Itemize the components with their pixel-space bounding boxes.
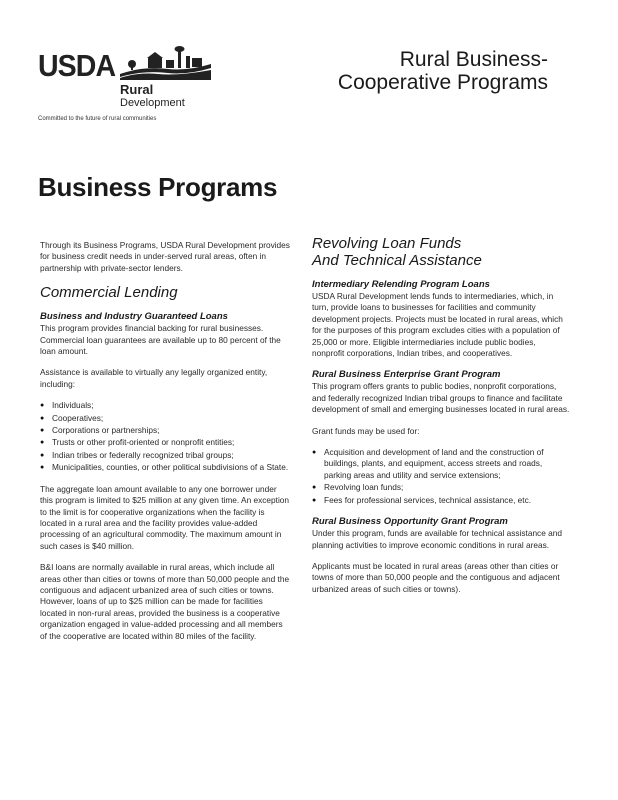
section-heading-line1: Revolving Loan Funds xyxy=(312,235,462,252)
logo-rural-text: Rural xyxy=(120,82,154,97)
logo-development-text: Development xyxy=(120,97,185,109)
assistance-paragraph: Assistance is available to virtually any legally organized entity, including: xyxy=(40,367,268,389)
subheading-bi-loans: Business and Industry Guaranteed Loans xyxy=(40,311,228,323)
right-column xyxy=(312,235,570,605)
list-item: ● Individuals; xyxy=(40,400,290,411)
subheading-rbog: Rural Business Opportunity Grant Program xyxy=(312,516,508,528)
list-item: ● Corporations or partnerships; xyxy=(40,425,290,436)
header-title xyxy=(338,48,548,94)
intro-paragraph: Through its Business Programs, USDA Rural Development provides for business credit needs in under-served rural areas, often in partnership with private-sector lenders. xyxy=(40,240,290,273)
irp-paragraph: USDA Rural Development lends funds to intermediaries, which, in turn, provide loans to businesses for facilities and community development projects. Projects must be located in rural areas, which for the purposes of this program excludes cities with a population of 25,000 or more. Eligible intermediaries include public bodies, nonprofit corporations, Indian tribes, and cooperatives. xyxy=(312,291,563,359)
grant-uses-list xyxy=(312,447,570,506)
rural-landscape-icon xyxy=(118,44,213,84)
usda-rural-development-logo xyxy=(38,44,208,114)
grant-uses-intro: Grant funds may be used for: xyxy=(312,425,420,436)
list-item: ● Cooperatives; xyxy=(40,413,290,424)
section-heading-revolving-loan-funds xyxy=(312,235,570,269)
header-title-line1: Rural Business- xyxy=(399,48,548,71)
subheading-irp-loans: Intermediary Relending Program Loans xyxy=(312,279,490,290)
rbeg-paragraph: This program offers grants to public bodies, nonprofit corporations, and federally recognized Indian tribal groups to finance and facilitate development of small and emerging businesses located in rural areas. xyxy=(312,381,570,415)
list-item: ● Trusts or other profit-oriented or nonprofit entities; xyxy=(40,437,290,448)
list-item: ● Municipalities, counties, or other political subdivisions of a State. xyxy=(40,462,290,473)
list-item: ● Revolving loan funds; xyxy=(312,482,570,493)
logo-usda-text: USDA xyxy=(38,48,116,83)
aggregate-loan-paragraph: The aggregate loan amount available to any one borrower under this program is limited to $25 million at any given time. An exception to the limit is for cooperative organizations when the facility is located in a rural area and the facility provides value-added processing of an agricultural commodity. The maximum amount in such cases is $40 million. xyxy=(40,483,290,551)
page-title: Business Programs xyxy=(38,172,278,202)
list-item: ● Acquisition and development of land and the construction of buildings, plants, and equipment, access streets and roads, parking areas and utility and service extensions; xyxy=(312,447,570,481)
list-item: ● Indian tribes or federally recognized tribal groups; xyxy=(40,450,290,461)
bi-paragraph: This program provides financial backing for rural businesses. Commercial loan guarantees are available up to 80 percent of the loan amount. xyxy=(40,323,281,357)
section-heading-commercial-lending: Commercial Lending xyxy=(40,284,178,302)
tagline: Committed to the future of rural communities xyxy=(38,116,157,122)
bi-areas-paragraph: B&I loans are normally available in rural areas, which include all areas other than cities or towns of more than 50,000 people and the contiguous and adjacent urbanized area of such cities or towns. However, loans of up to $25 million can be made for facilities located in non-rural areas, provided the business is a cooperative organization engaged in value-added processing and all members of the cooperative are located within 80 miles of the facility. xyxy=(40,562,290,641)
rbog-paragraph: Under this program, funds are available for technical assistance and planning activities to improve economic conditions in rural areas. xyxy=(312,528,562,550)
rbog-applicants-paragraph: Applicants must be located in rural areas (areas other than cities or towns of more than 50,000 people and the contiguous and adjacent urbanized areas of such cities or towns). xyxy=(312,560,560,594)
left-column xyxy=(40,240,290,652)
list-item: ● Fees for professional services, technical assistance, etc. xyxy=(312,495,570,506)
eligible-entities-list xyxy=(40,400,290,473)
header-title-line2: Cooperative Programs xyxy=(337,71,548,94)
section-heading-line2: And Technical Assistance xyxy=(312,252,482,269)
subheading-rbeg: Rural Business Enterprise Grant Program xyxy=(312,369,501,381)
